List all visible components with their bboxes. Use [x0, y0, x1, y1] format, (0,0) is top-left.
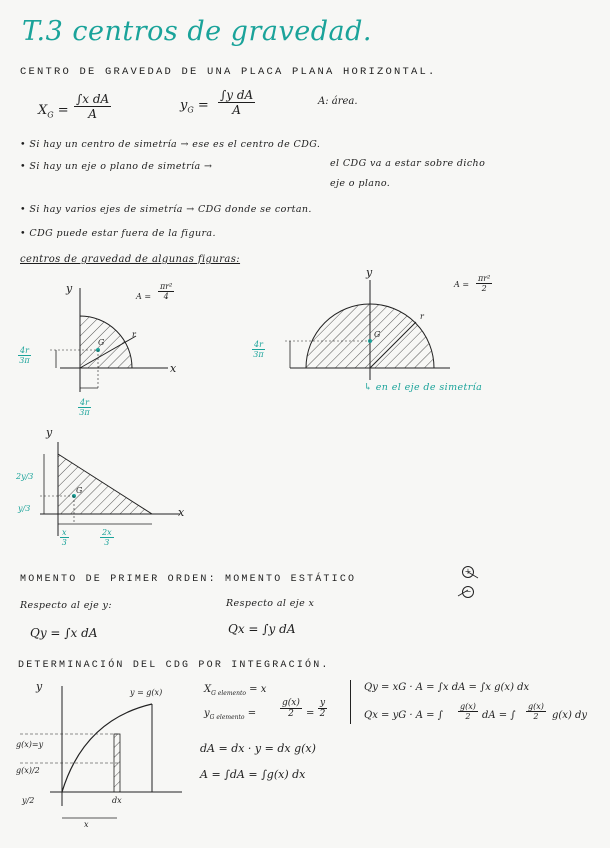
respect-y-axis: Respecto al eje y: [20, 600, 112, 611]
yg-fraction: $\frac{\text{∫y dA}}{A}$ [220, 88, 254, 117]
positive-sign: + [462, 566, 474, 578]
quarter-height-dim: $\frac{4r}{3\pi}$ [19, 346, 30, 365]
area-integral: A = ∫dA = ∫g(x) dx [200, 768, 306, 781]
section-heading-plate: CENTRO DE GRAVEDAD DE UNA PLACA PLANA HORIZONTAL. [20, 66, 437, 78]
y-half-label: y/2 [22, 796, 35, 805]
dx-label: dx [112, 796, 122, 805]
triangle-base-third: $\frac{x}{3}$ [61, 528, 67, 547]
quarter-x-axis-label: x [170, 362, 177, 375]
bullet-symmetry-axis-cont2: eje o plano. [330, 178, 391, 189]
section-heading-figures: centros de gravedad de algunas figuras: [20, 254, 241, 265]
quarter-g-label: G [98, 338, 105, 347]
half-y-axis-label: y [366, 266, 373, 279]
half-area-lhs: A = [454, 280, 470, 289]
da-formula: dA = dx · y = dx g(x) [200, 742, 316, 755]
qx-integration-end: g(x) dy [552, 710, 588, 721]
section-heading-integration: DETERMINACIÓN DEL CDG POR INTEGRACIÓN. [18, 660, 330, 671]
yg-label: $y_G$ = [180, 98, 209, 115]
yg-element-frac1: $\frac{g(x)}{2}$ [282, 698, 300, 719]
triangle-y-axis-label: y [46, 426, 53, 439]
xg-fraction: $\frac{\text{∫x dA}}{A}$ [76, 92, 110, 121]
half-circle-figure [285, 280, 450, 380]
integration-x-label: x [84, 820, 89, 829]
area-note: A: área. [318, 96, 358, 107]
quarter-circle-figure [50, 288, 168, 392]
triangle-g-label: G [76, 486, 83, 495]
negative-sign: − [462, 586, 474, 598]
yg-element-frac2: $\frac{y}{2}$ [319, 698, 326, 719]
quarter-area-lhs: A = [136, 292, 152, 301]
gx-y-label: g(x)=y [16, 740, 44, 749]
xg-element: $X_{G elemento} = x$ [204, 684, 267, 697]
qx-formula: Qx = ∫y dA [228, 622, 296, 636]
quarter-r-label: r [132, 330, 136, 339]
section-heading-moment: MOMENTO DE PRIMER ORDEN: MOMENTO ESTÁTICO [20, 574, 357, 585]
integration-y-axis-label: y [36, 680, 43, 693]
quarter-width-dim: $\frac{4r}{3\pi}$ [79, 398, 90, 417]
qx-integration-mid: dA = ∫ [482, 710, 516, 721]
divider-bar [350, 680, 351, 724]
qx-frac2: $\frac{g(x)}{2}$ [528, 702, 544, 721]
qy-formula: Qy = ∫x dA [30, 626, 98, 640]
half-height-dim: $\frac{4r}{3\pi}$ [253, 340, 264, 359]
half-symmetry-note: ↳ en el eje de simetría [364, 382, 483, 393]
bullet-outside-figure: • CDG puede estar fuera de la figura. [20, 228, 216, 239]
xg-label: $X_G$ = [38, 103, 69, 120]
triangle-top-dim: 2y/3 [16, 472, 34, 481]
triangle-x-axis-label: x [178, 506, 185, 519]
triangle-base-two-thirds: $\frac{2x}{3}$ [102, 528, 112, 547]
bullet-symmetry-center: • Si hay un centro de simetría → ese es el centro de CDG. [20, 139, 321, 150]
half-r-label: r [420, 312, 424, 321]
curve-label: y = g(x) [130, 688, 163, 697]
bullet-symmetry-axis: • Si hay un eje o plano de simetría → [20, 161, 213, 172]
qy-integration: Qy = xG · A = ∫x dA = ∫x g(x) dx [364, 682, 530, 693]
qx-frac1: $\frac{g(x)}{2}$ [460, 702, 476, 721]
half-area-frac: $\frac{\text{πr²}}{2}$ [478, 274, 491, 293]
triangle-bottom-dim: y/3 [18, 504, 31, 513]
respect-x-axis: Respecto al eje x [226, 598, 315, 609]
page-title: T.3 centros de gravedad. [22, 16, 372, 47]
yg-element-eq2: = [306, 708, 315, 719]
quarter-area-frac: $\frac{\text{πr²}}{4}$ [160, 282, 173, 301]
half-g-label: G [374, 330, 381, 339]
qx-integration-start: Qx = yG · A = ∫ [364, 710, 443, 721]
quarter-y-axis-label: y [66, 282, 73, 295]
bullet-symmetry-axis-cont: el CDG va a estar sobre dicho [330, 158, 486, 169]
yg-element: $y_{G elemento}$ = [204, 708, 257, 721]
triangle-figure [40, 442, 180, 536]
gx-half-label: g(x)/2 [16, 766, 40, 775]
bullet-several-axes: • Si hay varios ejes de simetría → CDG donde se cortan. [20, 204, 312, 215]
